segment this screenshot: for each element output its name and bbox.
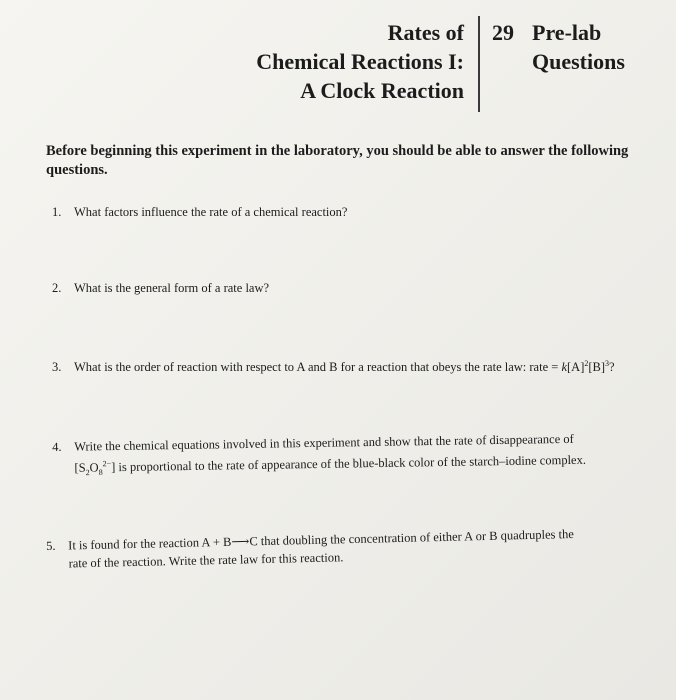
question-text-line-2: rate of the reaction. Write the rate law for this reaction. (68, 550, 344, 571)
question-5 (46, 525, 574, 573)
question-number: 5. (46, 538, 56, 553)
question-text-line-2: ] is proportional to the rate of appearance of the blue-black color of the starch–iodine complex. (111, 452, 587, 475)
intro-instructions: Before beginning this experiment in the laboratory, you should be able to answer the following questions. (46, 143, 629, 178)
question-mark: ? (609, 360, 615, 375)
question-number: 2. (52, 281, 62, 295)
question-3 (52, 355, 615, 376)
section-heading (492, 18, 625, 76)
exponent-a: 2 (584, 359, 589, 368)
question-1 (52, 203, 347, 221)
persulfate-sub-s: 2 (85, 468, 90, 478)
question-number: 1. (52, 205, 62, 219)
question-text-line-1-end: C that doubling the concentration of either A or B quadruples the (249, 527, 575, 549)
title-line-2: Chemical Reactions I: (256, 49, 464, 74)
question-text: What is the order of reaction with respect to A and B for a reaction that obeys the rate law: rate = (74, 360, 562, 375)
section-line-1: Pre-lab (532, 20, 602, 45)
conc-a: [A] (567, 360, 585, 375)
question-number: 3. (52, 360, 62, 375)
persulfate-charge: 2− (102, 459, 112, 469)
question-text-line-1-start: It is found for the reaction A + B (68, 534, 232, 553)
question-text: What factors influence the rate of a chemical reaction? (74, 205, 348, 219)
reaction-arrow: ⟶ (231, 534, 250, 549)
title-line-1: Rates of (387, 20, 464, 45)
chapter-title (256, 18, 464, 105)
title-divider (478, 16, 480, 112)
persulfate-sub-o: 8 (98, 467, 103, 477)
question-2 (52, 279, 269, 297)
persulfate-oxygen: O (89, 460, 99, 475)
question-number: 4. (52, 439, 62, 454)
question-text: What is the general form of a rate law? (74, 281, 270, 295)
title-line-3: A Clock Reaction (300, 78, 464, 103)
chapter-number: 29 (492, 20, 514, 45)
conc-b: [B] (588, 360, 606, 375)
persulfate-bracket: [S (74, 460, 86, 475)
rate-constant: k (561, 360, 567, 375)
exponent-b: 3 (605, 359, 610, 368)
question-text-line-1: Write the chemical equations involved in this experiment and show that the rate of disappearance of (74, 431, 574, 454)
section-line-2: Questions (532, 49, 625, 74)
question-4 (52, 430, 586, 483)
